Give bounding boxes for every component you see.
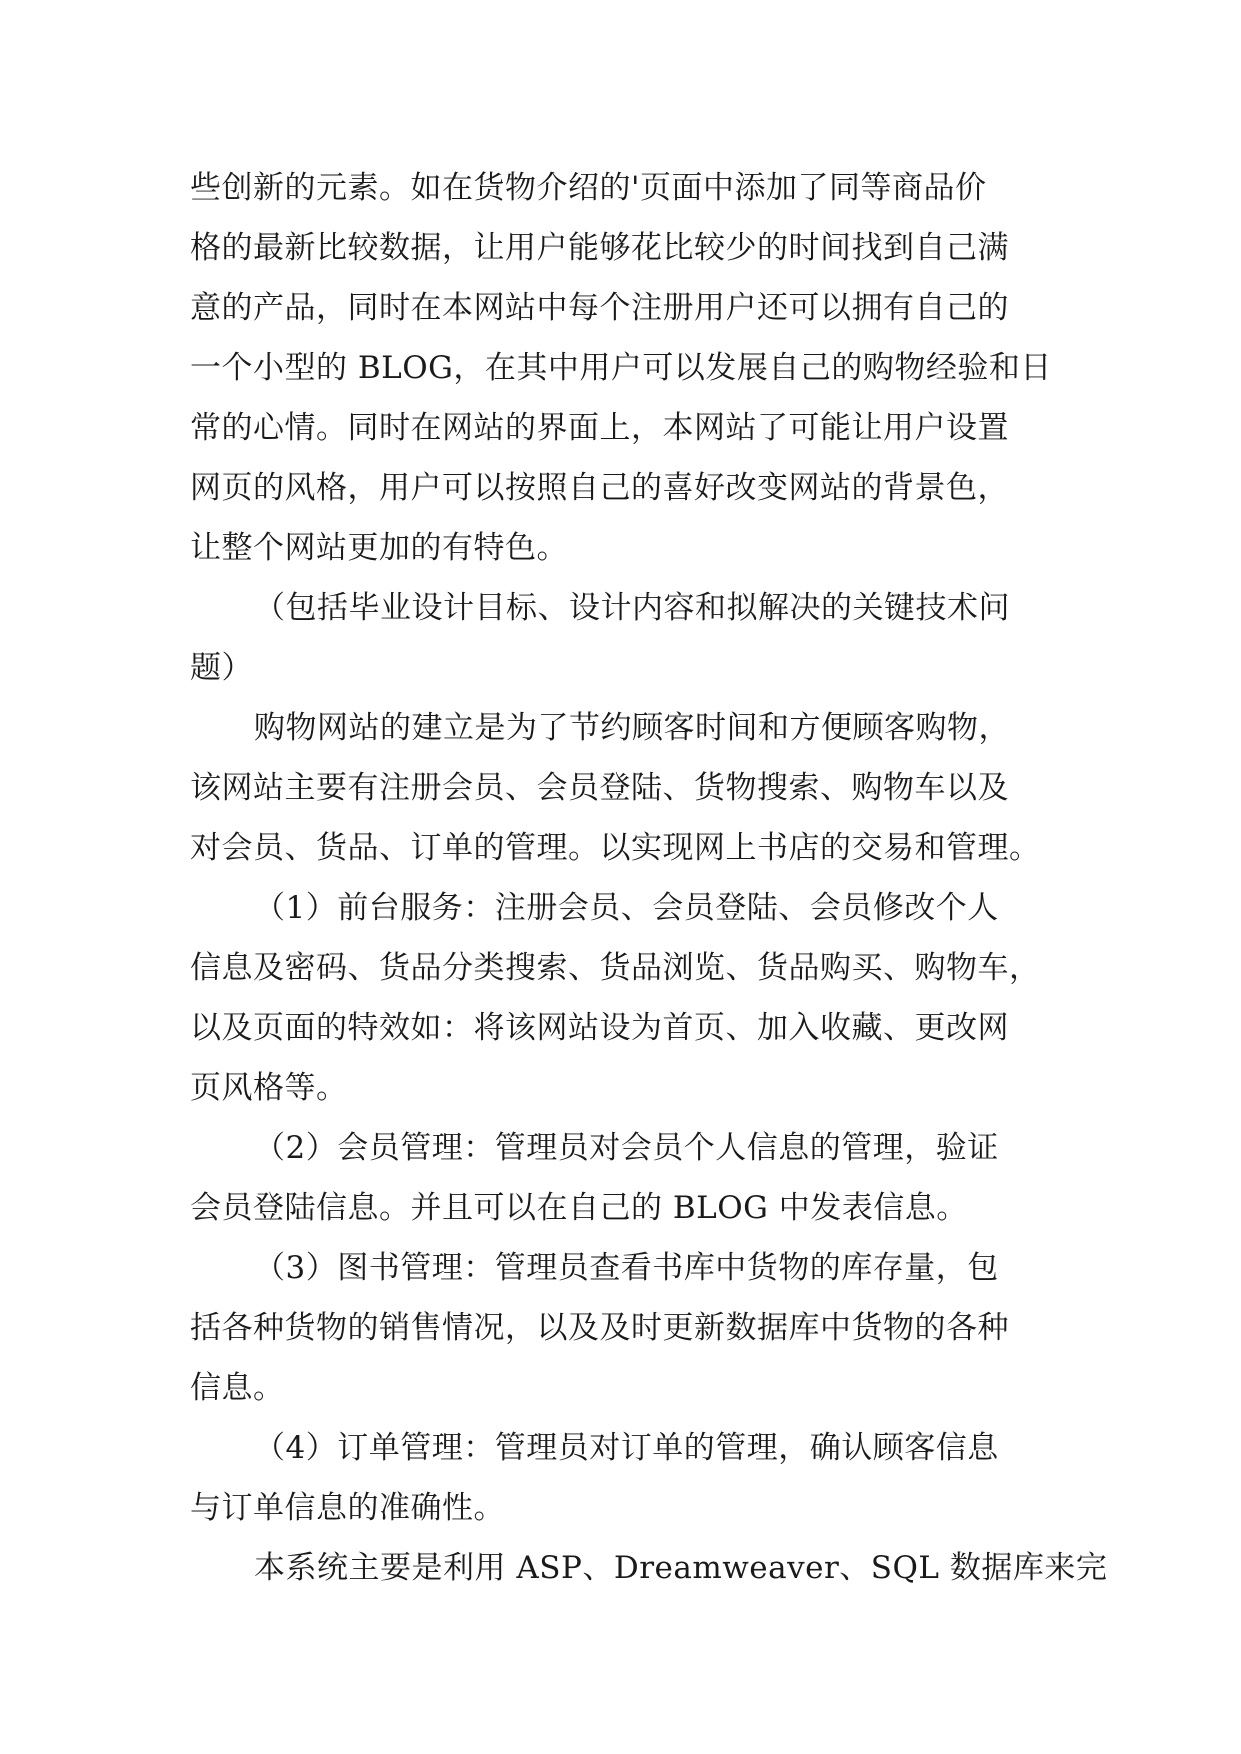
text-line: 与订单信息的准确性。 <box>190 1490 505 1526</box>
text-line: 些创新的元素。如在货物介绍的'页面中添加了同等商品价 <box>190 170 987 206</box>
text-line: 以及页面的特效如：将该网站设为首页、加入收藏、更改网 <box>190 1010 1009 1046</box>
text-line: 让整个网站更加的有特色。 <box>190 530 568 566</box>
text-line: 题） <box>190 650 253 686</box>
text-line: 该网站主要有注册会员、会员登陆、货物搜索、购物车以及 <box>190 770 1009 806</box>
text-line: 会员登陆信息。并且可以在自己的 BLOG 中发表信息。 <box>190 1190 968 1226</box>
paragraph-start-line: （3）图书管理：管理员查看书库中货物的库存量，包 <box>254 1250 999 1286</box>
paragraph-start-line: 本系统主要是利用 ASP、Dreamweaver、SQL 数据库来完 <box>254 1550 1108 1586</box>
text-line: 信息。 <box>190 1370 285 1406</box>
text-line: 一个小型的 BLOG，在其中用户可以发展自己的购物经验和日 <box>190 350 1052 386</box>
document-body <box>190 158 1108 1598</box>
text-line: 对会员、货品、订单的管理。以实现网上书店的交易和管理。 <box>190 830 1041 866</box>
paragraph-start-line: （4）订单管理：管理员对订单的管理，确认顾客信息 <box>254 1430 999 1466</box>
text-line: 信息及密码、货品分类搜索、货品浏览、货品购买、购物车， <box>190 950 1041 986</box>
text-line: 网页的风格，用户可以按照自己的喜好改变网站的背景色， <box>190 470 1009 506</box>
paragraph-start-line: （2）会员管理：管理员对会员个人信息的管理，验证 <box>254 1130 999 1166</box>
text-line: 括各种货物的销售情况，以及及时更新数据库中货物的各种 <box>190 1310 1009 1346</box>
text-line: 格的最新比较数据，让用户能够花比较少的时间找到自己满 <box>190 230 1009 266</box>
paragraph-start-line: （1）前台服务：注册会员、会员登陆、会员修改个人 <box>254 890 999 926</box>
text-line: 常的心情。同时在网站的界面上，本网站了可能让用户设置 <box>190 410 1009 446</box>
text-line: 意的产品，同时在本网站中每个注册用户还可以拥有自己的 <box>190 290 1009 326</box>
paragraph-start-line: （包括毕业设计目标、设计内容和拟解决的关键技术问 <box>254 590 1010 626</box>
text-line: 页风格等。 <box>190 1070 348 1106</box>
paragraph-start-line: 购物网站的建立是为了节约顾客时间和方便顾客购物， <box>254 710 1010 746</box>
